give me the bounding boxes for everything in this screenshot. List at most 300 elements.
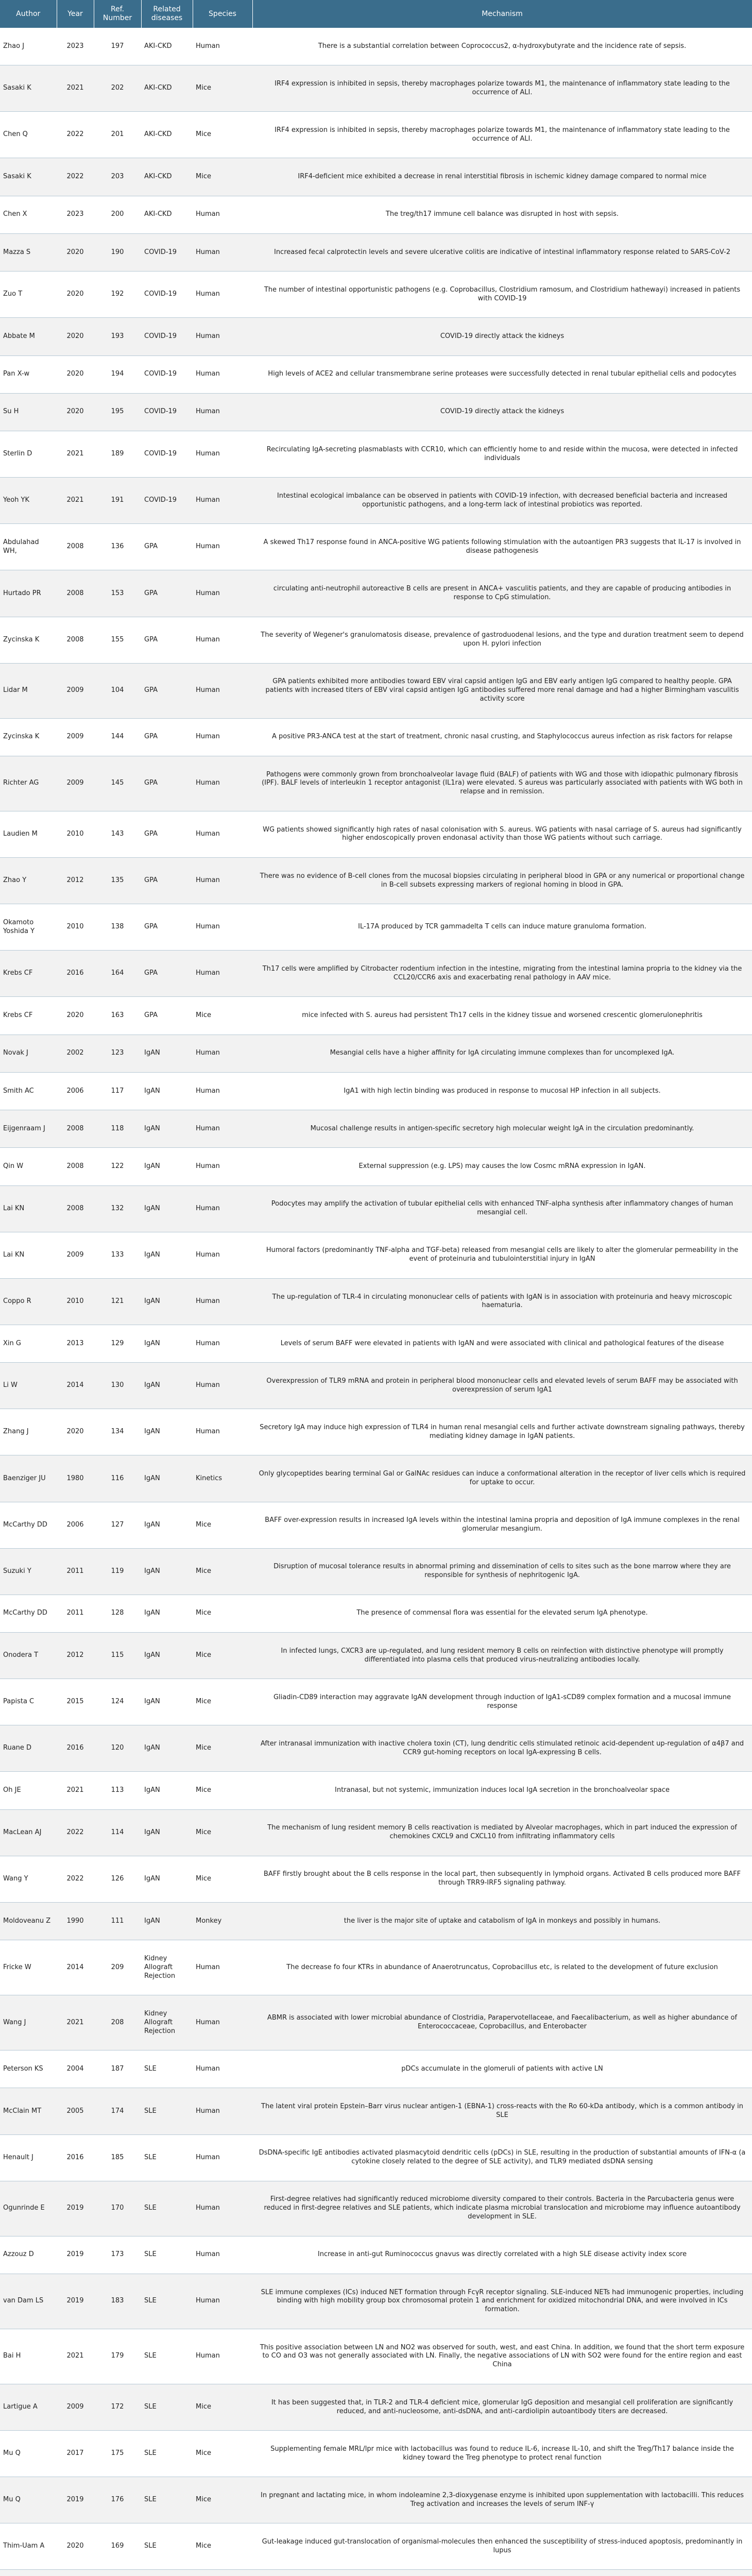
ref-number-cell: 194 bbox=[94, 355, 141, 393]
ref-number-cell: 192 bbox=[94, 272, 141, 318]
mechanism-cell: IRF4 expression is inhibited in sepsis, thereby macrophages polarize towards M1, the maintenance of inflammatory state leading to the occurrence of ALI. bbox=[252, 65, 752, 112]
mechanism-cell: The mechanism of lung resident memory B cells reactivation is mediated by Alveolar macrophages, which in part induced the expression of chemokines CXCL9 and CXCL10 from infiltrating inflammatory cells bbox=[252, 1809, 752, 1856]
ref-number-cell: 185 bbox=[94, 2134, 141, 2181]
table-row bbox=[0, 1148, 752, 1185]
table-row bbox=[0, 431, 752, 478]
table-row bbox=[0, 904, 752, 951]
author-cell: Xin G bbox=[0, 1325, 57, 1362]
species-cell: Human bbox=[193, 2236, 252, 2274]
table-row bbox=[0, 355, 752, 393]
species-cell: Human bbox=[193, 1072, 252, 1110]
year-cell: 2016 bbox=[57, 2134, 94, 2181]
species-cell: Human bbox=[193, 858, 252, 904]
table-row bbox=[0, 1325, 752, 1362]
species-cell: Human bbox=[193, 570, 252, 617]
year-cell: 2008 bbox=[57, 1148, 94, 1185]
species-cell: Monkey bbox=[193, 1902, 252, 1940]
year-cell: 2022 bbox=[57, 158, 94, 196]
year-cell: 2020 bbox=[57, 393, 94, 431]
related-disease-cell: SLE bbox=[141, 2088, 193, 2134]
year-cell: 2020 bbox=[57, 1409, 94, 1455]
ref-number-cell: 145 bbox=[94, 756, 141, 811]
author-cell: Pan X-w bbox=[0, 355, 57, 393]
related-disease-cell: GPA bbox=[141, 524, 193, 570]
species-cell: Mice bbox=[193, 1595, 252, 1632]
year-cell: 2008 bbox=[57, 617, 94, 663]
ref-number-cell: 128 bbox=[94, 1595, 141, 1632]
species-cell: Human bbox=[193, 478, 252, 524]
ref-number-cell: 208 bbox=[94, 1995, 141, 2050]
author-cell: Fricke W bbox=[0, 1940, 57, 1995]
year-cell: 2019 bbox=[57, 2236, 94, 2274]
ref-number-cell: 170 bbox=[94, 2181, 141, 2236]
related-disease-cell: AKI-CKD bbox=[141, 112, 193, 158]
species-cell: Human bbox=[193, 2088, 252, 2134]
ref-number-cell: 200 bbox=[94, 196, 141, 233]
species-cell: Human bbox=[193, 318, 252, 355]
mechanism-cell: The presence of commensal flora was essential for the elevated serum IgA phenotype. bbox=[252, 1595, 752, 1632]
ref-number-cell: 138 bbox=[94, 904, 141, 951]
mechanism-cell: After intranasal immunization with inactive cholera toxin (CT), lung dendritic cells stimulated retinoic acid-dependent up-regulation of α4β7 and CCR9 gut-homing receptors on local IgA-expressing B cells. bbox=[252, 1725, 752, 1772]
related-disease-cell bbox=[141, 2570, 193, 2576]
table-row bbox=[0, 663, 752, 718]
ref-number-cell: 114 bbox=[94, 1809, 141, 1856]
mechanism-cell: Increase in anti-gut Ruminococcus gnavus was directly correlated with a high SLE disease activity index score bbox=[252, 2236, 752, 2274]
ref-number-cell: 195 bbox=[94, 393, 141, 431]
table-row bbox=[0, 2431, 752, 2477]
ref-number-cell: 163 bbox=[94, 997, 141, 1035]
ref-number-cell: 113 bbox=[94, 1772, 141, 1809]
year-cell: 2009 bbox=[57, 663, 94, 718]
ref-number-cell: 118 bbox=[94, 1110, 141, 1148]
year-cell: 2010 bbox=[57, 811, 94, 857]
table-row bbox=[0, 1409, 752, 1455]
mechanism-cell: Only glycopeptides bearing terminal Gal or GalNAc residues can induce a conformational alteration in the receptor of liver cells which is required for uptake to occur. bbox=[252, 1455, 752, 1502]
species-cell: Mice bbox=[193, 1772, 252, 1809]
year-cell: 2020 bbox=[57, 318, 94, 355]
ref-number-cell: 129 bbox=[94, 1325, 141, 1362]
species-cell: Human bbox=[193, 1185, 252, 1232]
year-cell: 2005 bbox=[57, 2088, 94, 2134]
author-cell: Novak J bbox=[0, 1035, 57, 1072]
year-cell: 2021 bbox=[57, 1772, 94, 1809]
related-disease-cell: GPA bbox=[141, 904, 193, 951]
author-cell: Sasaki K bbox=[0, 65, 57, 112]
table-row bbox=[0, 1809, 752, 1856]
species-cell bbox=[193, 2570, 252, 2576]
author-cell: Peterson KS bbox=[0, 2050, 57, 2088]
ref-number-cell: 203 bbox=[94, 158, 141, 196]
related-disease-cell: IgAN bbox=[141, 1856, 193, 1902]
mechanism-cell: The severity of Wegener's granulomatosis disease, prevalence of gastroduodenal lesions, and the type and duration treatment seem to depend upon H. pylori infection bbox=[252, 617, 752, 663]
table-row bbox=[0, 1278, 752, 1325]
table-row bbox=[0, 811, 752, 857]
related-disease-cell: COVID-19 bbox=[141, 318, 193, 355]
ref-number-cell: 143 bbox=[94, 811, 141, 857]
species-cell: Human bbox=[193, 1363, 252, 1409]
related-disease-cell: IgAN bbox=[141, 1725, 193, 1772]
author-cell: Yeoh YK bbox=[0, 478, 57, 524]
mechanism-cell: Podocytes may amplify the activation of tubular epithelial cells with enhanced TNF-alpha synthesis after inflammatory changes of human mesangial cell. bbox=[252, 1185, 752, 1232]
year-cell: 2019 bbox=[57, 2181, 94, 2236]
year-cell: 2012 bbox=[57, 858, 94, 904]
related-disease-cell: IgAN bbox=[141, 1809, 193, 1856]
year-cell: 2004 bbox=[57, 2050, 94, 2088]
mechanism-cell: Disruption of mucosal tolerance results in abnormal priming and dissemination of cells to sites such as the bone marrow where they are responsible for synthesis of nephritogenic IgA. bbox=[252, 1548, 752, 1595]
species-cell: Mice bbox=[193, 2523, 252, 2570]
ref-number-cell: 115 bbox=[94, 1633, 141, 1679]
mechanism-cell: External suppression (e.g. LPS) may causes the low Cosmc mRNA expression in IgAN. bbox=[252, 1148, 752, 1185]
year-cell: 2012 bbox=[57, 1633, 94, 1679]
ref-number-cell: 201 bbox=[94, 112, 141, 158]
year-cell: 2010 bbox=[57, 1278, 94, 1325]
author-cell: Lai KN bbox=[0, 1232, 57, 1278]
related-disease-cell: IgAN bbox=[141, 1072, 193, 1110]
mechanism-cell: This positive association between LN and NO2 was observed for south, west, and east China. In addition, we found that the short term exposure to CO and O3 was not generally associated with LN. Finally, the negative associations of LN with SO2 were found for the entire region and east China bbox=[252, 2329, 752, 2384]
species-cell: Human bbox=[193, 663, 252, 718]
ref-number-cell: 122 bbox=[94, 1148, 141, 1185]
mechanism-cell: Gliadin-CD89 interaction may aggravate IgAN development through induction of IgA1-sCD89 complex formation and a mucosal immune response bbox=[252, 1679, 752, 1725]
year-cell: 2017 bbox=[57, 2431, 94, 2477]
mechanism-cell: Intranasal, but not systemic, immunization induces local IgA secretion in the bronchoalveolar space bbox=[252, 1772, 752, 1809]
year-cell: 2021 bbox=[57, 65, 94, 112]
table-row bbox=[0, 756, 752, 811]
mechanism-cell: In infected lungs, CXCR3 are up-regulated, and lung resident memory B cells on reinfection with distinctive phenotype will promptly differentiated into plasma cells that produced virus-neutralizing antibodies locally. bbox=[252, 1633, 752, 1679]
related-disease-cell: IgAN bbox=[141, 1185, 193, 1232]
table-row bbox=[0, 158, 752, 196]
species-cell: Human bbox=[193, 617, 252, 663]
year-cell: 2010 bbox=[57, 904, 94, 951]
species-cell: Mice bbox=[193, 997, 252, 1035]
author-cell: Lartigue A bbox=[0, 2384, 57, 2430]
table-row bbox=[0, 1679, 752, 1725]
table-row bbox=[0, 2088, 752, 2134]
author-cell: Eijgenraam J bbox=[0, 1110, 57, 1148]
author-cell: Lidar M bbox=[0, 663, 57, 718]
species-cell: Human bbox=[193, 1278, 252, 1325]
mechanism-cell: There was no evidence of B-cell clones from the mucosal biopsies circulating in peripheral blood in GPA or any numerical or proportional change in B-cell subsets expressing markers of regional homing in blood in GPA. bbox=[252, 858, 752, 904]
species-cell: Human bbox=[193, 1148, 252, 1185]
year-cell bbox=[57, 2570, 94, 2576]
table-row bbox=[0, 1725, 752, 1772]
year-cell: 2016 bbox=[57, 951, 94, 997]
ref-number-cell: 175 bbox=[94, 2431, 141, 2477]
ref-number-cell: 193 bbox=[94, 318, 141, 355]
species-cell: Mice bbox=[193, 1502, 252, 1548]
table-row bbox=[0, 28, 752, 65]
year-cell: 2023 bbox=[57, 28, 94, 65]
table-row bbox=[0, 1595, 752, 1632]
related-disease-cell: COVID-19 bbox=[141, 355, 193, 393]
related-disease-cell: IgAN bbox=[141, 1902, 193, 1940]
year-cell: 2020 bbox=[57, 355, 94, 393]
related-disease-cell: IgAN bbox=[141, 1110, 193, 1148]
table-row bbox=[0, 2523, 752, 2570]
ref-number-cell: 202 bbox=[94, 65, 141, 112]
related-disease-cell: IgAN bbox=[141, 1409, 193, 1455]
ref-number-cell: 126 bbox=[94, 1856, 141, 1902]
related-disease-cell: SLE bbox=[141, 2134, 193, 2181]
author-cell: Sasaki K bbox=[0, 158, 57, 196]
table-row bbox=[0, 2570, 752, 2576]
year-cell: 2022 bbox=[57, 1856, 94, 1902]
species-cell: Human bbox=[193, 904, 252, 951]
table-row bbox=[0, 2274, 752, 2329]
species-cell: Human bbox=[193, 524, 252, 570]
year-cell: 2011 bbox=[57, 1548, 94, 1595]
species-cell: Human bbox=[193, 718, 252, 756]
table-row bbox=[0, 1902, 752, 1940]
table-row bbox=[0, 196, 752, 233]
ref-number-cell: 127 bbox=[94, 1502, 141, 1548]
header-mechanism: Mechanism bbox=[252, 0, 752, 28]
mechanism-cell: Supplementing female MRL/lpr mice with lactobacillus was found to reduce IL-6, increase IL-10, and shift the Treg/Th17 balance inside the kidney toward the Treg phenotype to protect renal function bbox=[252, 2431, 752, 2477]
author-cell: Papista C bbox=[0, 1679, 57, 1725]
year-cell: 2021 bbox=[57, 478, 94, 524]
ref-number-cell: 197 bbox=[94, 28, 141, 65]
related-disease-cell: IgAN bbox=[141, 1035, 193, 1072]
header-related-diseases: Related diseases bbox=[141, 0, 193, 28]
table-body bbox=[0, 28, 752, 2576]
ref-number-cell: 179 bbox=[94, 2329, 141, 2384]
author-cell: Ogunrinde E bbox=[0, 2181, 57, 2236]
author-cell: Mazza S bbox=[0, 233, 57, 271]
related-disease-cell: GPA bbox=[141, 663, 193, 718]
species-cell: Human bbox=[193, 1325, 252, 1362]
mechanism-cell: Overexpression of TLR9 mRNA and protein in peripheral blood mononuclear cells and elevated levels of serum BAFF may be associated with overexpression of serum IgA1 bbox=[252, 1363, 752, 1409]
species-cell: Human bbox=[193, 2134, 252, 2181]
ref-number-cell: 121 bbox=[94, 1278, 141, 1325]
related-disease-cell: IgAN bbox=[141, 1278, 193, 1325]
year-cell: 1980 bbox=[57, 1455, 94, 1502]
mechanism-cell: BAFF over-expression results in increased IgA levels within the intestinal lamina propria and deposition of IgA immune complexes in the renal glomerular mesangium. bbox=[252, 1502, 752, 1548]
author-cell: Abbate M bbox=[0, 318, 57, 355]
mechanism-cell: Intestinal ecological imbalance can be observed in patients with COVID-19 infection, with decreased beneficial bacteria and increased opportunistic pathogens, and a long-term lack of intestinal probiotics was reported. bbox=[252, 478, 752, 524]
related-disease-cell: Kidney Allograft Rejection bbox=[141, 1995, 193, 2050]
mechanism-cell: IRF4 expression is inhibited in sepsis, thereby macrophages polarize towards M1, the maintenance of inflammatory state leading to the occurrence of ALI. bbox=[252, 112, 752, 158]
author-cell: Thim-Uam A bbox=[0, 2523, 57, 2570]
ref-number-cell: 133 bbox=[94, 1232, 141, 1278]
ref-number-cell: 169 bbox=[94, 2523, 141, 2570]
author-cell: Zuo T bbox=[0, 272, 57, 318]
species-cell: Mice bbox=[193, 2384, 252, 2430]
mechanism-cell: There is a substantial correlation between Coprococcus2, α-hydroxybutyrate and the incidence rate of sepsis. bbox=[252, 28, 752, 65]
related-disease-cell: SLE bbox=[141, 2274, 193, 2329]
ref-number-cell: 111 bbox=[94, 1902, 141, 1940]
author-cell: Krebs CF bbox=[0, 997, 57, 1035]
table-row bbox=[0, 718, 752, 756]
related-disease-cell: GPA bbox=[141, 718, 193, 756]
species-cell: Human bbox=[193, 355, 252, 393]
table-row bbox=[0, 1110, 752, 1148]
year-cell: 2014 bbox=[57, 1363, 94, 1409]
author-cell: Chen X bbox=[0, 196, 57, 233]
author-cell: Coppo R bbox=[0, 1278, 57, 1325]
species-cell: Mice bbox=[193, 158, 252, 196]
table-row bbox=[0, 617, 752, 663]
related-disease-cell: GPA bbox=[141, 951, 193, 997]
table-row bbox=[0, 570, 752, 617]
table-row bbox=[0, 1995, 752, 2050]
year-cell: 2023 bbox=[57, 196, 94, 233]
mechanism-cell: Mucosal challenge results in antigen-specific secretory high molecular weight IgA in the circulation predominantly. bbox=[252, 1110, 752, 1148]
species-cell: Human bbox=[193, 756, 252, 811]
ref-number-cell: 155 bbox=[94, 617, 141, 663]
table-row bbox=[0, 858, 752, 904]
table-row bbox=[0, 2384, 752, 2430]
year-cell: 2002 bbox=[57, 1035, 94, 1072]
species-cell: Mice bbox=[193, 1856, 252, 1902]
species-cell: Human bbox=[193, 2329, 252, 2384]
ref-number-cell: 117 bbox=[94, 1072, 141, 1110]
table-row bbox=[0, 2134, 752, 2181]
species-cell: Human bbox=[193, 2274, 252, 2329]
author-cell: McClain MT bbox=[0, 2088, 57, 2134]
ref-number-cell: 209 bbox=[94, 1940, 141, 1995]
author-cell: Wang Y bbox=[0, 1856, 57, 1902]
table-row bbox=[0, 2236, 752, 2274]
species-cell: Human bbox=[193, 28, 252, 65]
mechanism-cell: It has been suggested that, in TLR-2 and TLR-4 deficient mice, glomerular IgG deposition and mesangial cell proliferation are significantly reduced, and anti-nucleosome, anti-dsDNA, and anti-cardiolipin autoantibody titers are decreased. bbox=[252, 2384, 752, 2430]
year-cell: 2020 bbox=[57, 2523, 94, 2570]
species-cell: Human bbox=[193, 1995, 252, 2050]
related-disease-cell: AKI-CKD bbox=[141, 65, 193, 112]
mechanism-cell: Pathogens were commonly grown from bronchoalveolar lavage fluid (BALF) of patients with WG and those with idiopathic pulmonary fibrosis (IPF). BALF levels of interleukin 1 receptor antagonist (IL1ra) were elevated. S aureus was particularly associated with patients with WG both in relapse and in remission. bbox=[252, 756, 752, 811]
author-cell: Zhao J bbox=[0, 28, 57, 65]
species-cell: Human bbox=[193, 272, 252, 318]
mechanism-cell: High levels of ACE2 and cellular transmembrane serine proteases were successfully detected in renal tubular epithelial cells and podocytes bbox=[252, 355, 752, 393]
ref-number-cell: 164 bbox=[94, 951, 141, 997]
related-disease-cell: SLE bbox=[141, 2431, 193, 2477]
species-cell: Human bbox=[193, 2050, 252, 2088]
author-cell: Onodera T bbox=[0, 1633, 57, 1679]
mechanism-cell: mice infected with S. aureus had persistent Th17 cells in the kidney tissue and worsened crescentic glomerulonephritis bbox=[252, 997, 752, 1035]
table-row bbox=[0, 478, 752, 524]
author-cell: Zycinska K bbox=[0, 617, 57, 663]
table-row bbox=[0, 272, 752, 318]
table-row bbox=[0, 2050, 752, 2088]
species-cell: Human bbox=[193, 2181, 252, 2236]
table-row bbox=[0, 1502, 752, 1548]
author-cell: Hurtado PR bbox=[0, 570, 57, 617]
author-cell: Sterlin D bbox=[0, 431, 57, 478]
year-cell: 2009 bbox=[57, 1232, 94, 1278]
author-cell: Li W bbox=[0, 1363, 57, 1409]
ref-number-cell: 174 bbox=[94, 2088, 141, 2134]
related-disease-cell: SLE bbox=[141, 2477, 193, 2523]
mechanism-cell: COVID-19 directly attack the kidneys bbox=[252, 393, 752, 431]
year-cell: 2021 bbox=[57, 431, 94, 478]
year-cell: 2009 bbox=[57, 756, 94, 811]
related-disease-cell: IgAN bbox=[141, 1502, 193, 1548]
author-cell: Okamoto Yoshida Y bbox=[0, 904, 57, 951]
species-cell: Human bbox=[193, 233, 252, 271]
table-row bbox=[0, 1772, 752, 1809]
year-cell: 2019 bbox=[57, 2274, 94, 2329]
related-disease-cell: COVID-19 bbox=[141, 393, 193, 431]
year-cell: 2016 bbox=[57, 1725, 94, 1772]
species-cell: Kinetics bbox=[193, 1455, 252, 1502]
ref-number-cell: 191 bbox=[94, 478, 141, 524]
related-disease-cell: GPA bbox=[141, 756, 193, 811]
author-cell: Zhao Y bbox=[0, 858, 57, 904]
mechanism-cell: SLE immune complexes (ICs) induced NET formation through FcγR receptor signaling. SLE-induced NETs had immunogenic properties, including binding with high mobility group box chromosomal protein 1 and enrichment for oxidized mitochondrial DNA, and were involved in ICs formation. bbox=[252, 2274, 752, 2329]
related-disease-cell: AKI-CKD bbox=[141, 158, 193, 196]
related-disease-cell: SLE bbox=[141, 2384, 193, 2430]
ref-number-cell bbox=[94, 2570, 141, 2576]
author-cell: van Dam LS bbox=[0, 2274, 57, 2329]
mechanism-cell: Increased fecal calprotectin levels and severe ulcerative colitis are indicative of intestinal inflammatory response related to SARS-CoV-2 bbox=[252, 233, 752, 271]
species-cell: Human bbox=[193, 1110, 252, 1148]
table-row bbox=[0, 233, 752, 271]
year-cell: 2006 bbox=[57, 1072, 94, 1110]
table-row bbox=[0, 1856, 752, 1902]
species-cell: Human bbox=[193, 393, 252, 431]
author-cell: Oh JE bbox=[0, 1772, 57, 1809]
mechanism-cell: the liver is the major site of uptake and catabolism of IgA in monkeys and possibly in humans. bbox=[252, 1902, 752, 1940]
species-cell: Mice bbox=[193, 1548, 252, 1595]
year-cell: 2019 bbox=[57, 2477, 94, 2523]
mechanism-cell: Levels of serum BAFF were elevated in patients with IgAN and were associated with clinical and pathological features of the disease bbox=[252, 1325, 752, 1362]
year-cell: 2020 bbox=[57, 272, 94, 318]
mechanism-cell: The latent viral protein Epstein–Barr virus nuclear antigen-1 (EBNA-1) cross-reacts with the Ro 60-kDa antibody, which is a common antibody in SLE bbox=[252, 2088, 752, 2134]
related-disease-cell: IgAN bbox=[141, 1232, 193, 1278]
mechanism-cell: GPA patients exhibited more antibodies toward EBV viral capsid antigen IgG and EBV early antigen IgG compared to healthy people. GPA patients with increased titers of EBV viral capsid antigen IgG antibodies suffered more renal damage and had a higher Birmingham vasculitis activity score bbox=[252, 663, 752, 718]
ref-number-cell: 134 bbox=[94, 1409, 141, 1455]
author-cell: McCarthy DD bbox=[0, 1595, 57, 1632]
species-cell: Human bbox=[193, 431, 252, 478]
ref-number-cell: 119 bbox=[94, 1548, 141, 1595]
table-row bbox=[0, 1363, 752, 1409]
mechanism-cell: A positive PR3-ANCA test at the start of treatment, chronic nasal crusting, and Staphylococcus aureus infection as risk factors for relapse bbox=[252, 718, 752, 756]
related-disease-cell: SLE bbox=[141, 2050, 193, 2088]
mechanism-cell: In pregnant and lactating mice, in whom indoleamine 2,3-dioxygenase enzyme is inhibited upon supplementation with lactobacilli. This reduces Treg activation and increases the levels of serum INF-γ bbox=[252, 2477, 752, 2523]
year-cell: 2008 bbox=[57, 1185, 94, 1232]
author-cell: Wang J bbox=[0, 1995, 57, 2050]
mechanism-cell: Mesangial cells have a higher affinity for IgA circulating immune complexes than for uncomplexed IgA. bbox=[252, 1035, 752, 1072]
year-cell: 2008 bbox=[57, 1110, 94, 1148]
table-row bbox=[0, 1940, 752, 1995]
mechanism-cell: IL-17A produced by TCR gammadelta T cells can induce mature granuloma formation. bbox=[252, 904, 752, 951]
species-cell: Human bbox=[193, 1409, 252, 1455]
mechanism-cell: COVID-19 directly attack the kidneys bbox=[252, 318, 752, 355]
related-disease-cell: COVID-19 bbox=[141, 233, 193, 271]
ref-number-cell: 189 bbox=[94, 431, 141, 478]
table-row bbox=[0, 1633, 752, 1679]
ref-number-cell: 124 bbox=[94, 1679, 141, 1725]
ref-number-cell: 123 bbox=[94, 1035, 141, 1072]
author-cell: Abdulahad WH, bbox=[0, 524, 57, 570]
species-cell: Human bbox=[193, 196, 252, 233]
author-cell: Henault J bbox=[0, 2134, 57, 2181]
species-cell: Human bbox=[193, 951, 252, 997]
related-disease-cell: IgAN bbox=[141, 1679, 193, 1725]
mechanism-cell: The number of intestinal opportunistic pathogens (e.g. Coprobacillus, Clostridium ramosum, and Clostridium hathewayi) increased in patients with COVID-19 bbox=[252, 272, 752, 318]
year-cell: 2021 bbox=[57, 2329, 94, 2384]
author-cell: Qin W bbox=[0, 1148, 57, 1185]
related-disease-cell: IgAN bbox=[141, 1772, 193, 1809]
header-year: Year bbox=[57, 0, 94, 28]
species-cell: Mice bbox=[193, 2431, 252, 2477]
table-row bbox=[0, 112, 752, 158]
table-row bbox=[0, 951, 752, 997]
related-disease-cell: IgAN bbox=[141, 1595, 193, 1632]
year-cell: 2006 bbox=[57, 1502, 94, 1548]
related-disease-cell: GPA bbox=[141, 858, 193, 904]
header-species: Species bbox=[193, 0, 252, 28]
related-disease-cell: GPA bbox=[141, 617, 193, 663]
species-cell: Human bbox=[193, 1035, 252, 1072]
